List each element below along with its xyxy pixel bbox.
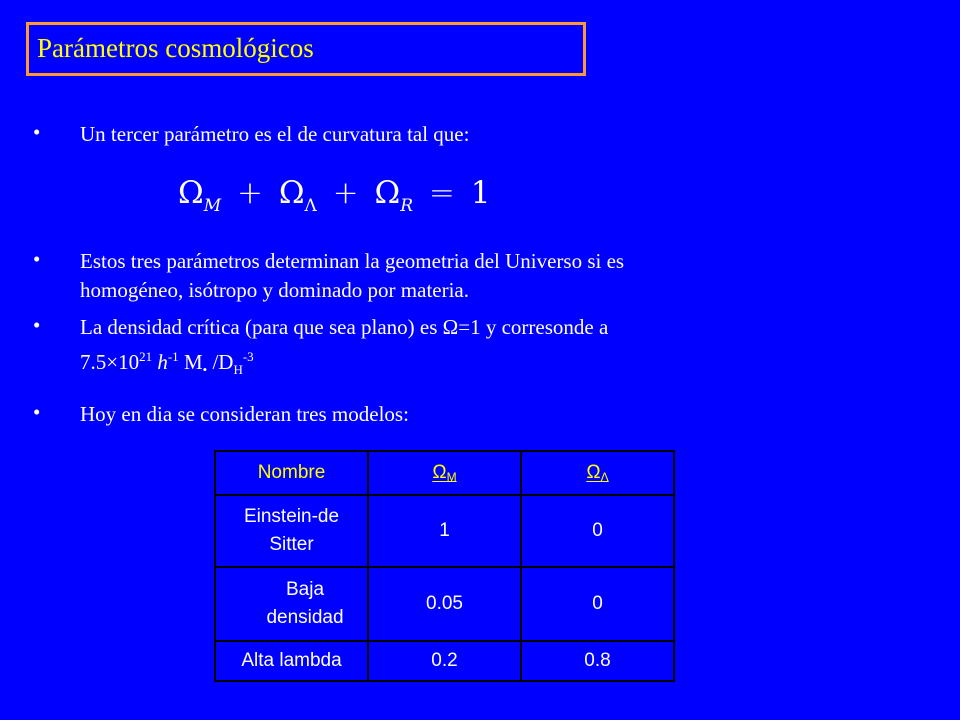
bullet-2-line-2: homogéneo, isótropo y dominado por materia. xyxy=(80,278,470,302)
title-box xyxy=(26,22,586,76)
header-nombre: Nombre xyxy=(215,451,368,495)
bullet-marker: • xyxy=(33,313,41,337)
omega-m-value: 0.2 xyxy=(368,641,521,681)
omega-symbol: Ω xyxy=(374,175,401,211)
bullet-marker: • xyxy=(33,400,41,424)
omega-lambda-value: 0 xyxy=(521,495,674,567)
bullet-marker: • xyxy=(33,247,41,271)
curvature-equation xyxy=(178,175,490,216)
hubble-distance: /D xyxy=(207,350,234,374)
equation-rhs: 1 xyxy=(470,175,491,211)
table-header-row xyxy=(215,451,674,495)
table-row xyxy=(215,641,674,681)
bullet-3-line-1: La densidad crítica (para que sea plano) es Ω=1 y corresonde a xyxy=(80,315,609,339)
bullet-2-line-1: Estos tres parámetros determinan la geometria del Universo si es xyxy=(80,249,625,273)
exponent: 21 xyxy=(139,349,153,364)
hubble-h: h xyxy=(157,350,168,374)
bullet-3-line-2 xyxy=(80,342,608,384)
header-omega-m xyxy=(368,451,521,495)
plus-sign: + xyxy=(236,175,263,211)
subscript-m: M xyxy=(446,470,457,484)
subscript-r: R xyxy=(400,196,414,216)
omega-symbol: Ω xyxy=(278,175,305,211)
models-table xyxy=(214,450,675,682)
omega-m-value: 0.05 xyxy=(368,567,521,641)
header-omega-lambda xyxy=(521,451,674,495)
omega-symbol: Ω xyxy=(586,462,601,483)
model-name: Baja densidad xyxy=(215,567,368,641)
bullet-marker: • xyxy=(33,120,41,144)
bullet-2-text xyxy=(80,247,624,305)
model-name: Alta lambda xyxy=(215,641,368,681)
subscript-h: H xyxy=(233,362,243,378)
solar-mass: M xyxy=(183,350,203,374)
bullet-1-text: Un tercer parámetro es el de curvatura tal que: xyxy=(80,122,470,146)
equals-sign: = xyxy=(428,175,455,211)
bullet-4-text: Hoy en dia se consideran tres modelos: xyxy=(80,402,409,426)
bullet-3-text xyxy=(80,313,608,384)
table-row xyxy=(215,495,674,567)
sun-dot: • xyxy=(202,362,208,378)
omega-lambda-value: 0.8 xyxy=(521,641,674,681)
slide-title: Parámetros cosmológicos xyxy=(37,33,314,63)
exponent: -3 xyxy=(242,349,254,364)
table-row xyxy=(215,567,674,641)
subscript-m: M xyxy=(203,196,222,216)
exponent: -1 xyxy=(167,349,179,364)
critical-density-value: 7.5×10 xyxy=(80,350,140,374)
plus-sign: + xyxy=(332,175,359,211)
omega-m-value: 1 xyxy=(368,495,521,567)
model-name: Einstein-de Sitter xyxy=(215,495,368,567)
omega-symbol: Ω xyxy=(432,462,447,483)
omega-symbol: Ω xyxy=(178,175,204,211)
subscript-lambda: Λ xyxy=(600,470,609,484)
subscript-lambda: Λ xyxy=(304,196,317,216)
omega-lambda-value: 0 xyxy=(521,567,674,641)
